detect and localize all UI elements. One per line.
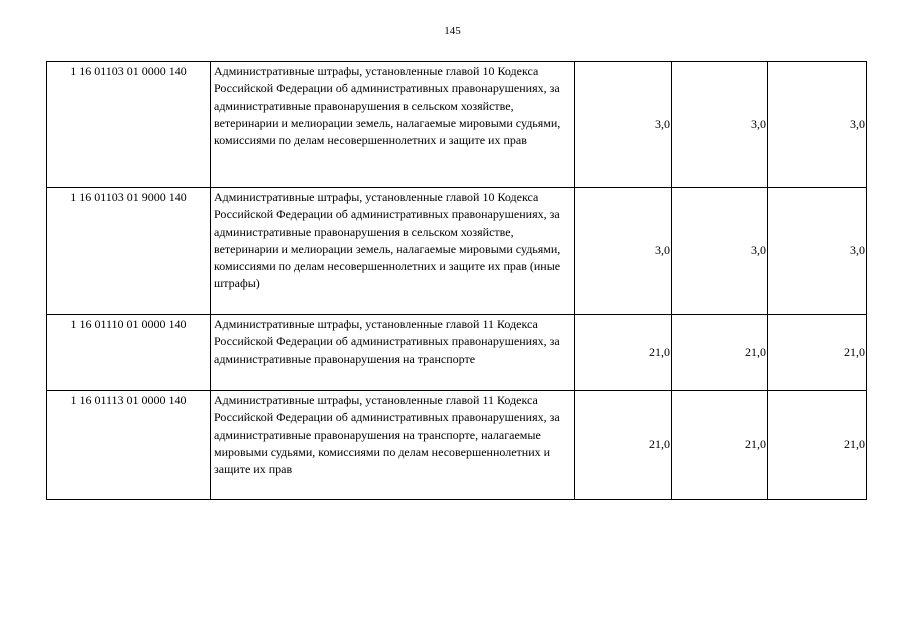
revenue-description-cell: Административные штрафы, установленные главой 10 Кодекса Российской Федерации об административных правонарушениях, за административные правонарушения в сельском хозяйстве, ветеринарии и мелиорации земель, налагаемые мировыми судьями, комиссиями по делам несовершеннолетних и защите их прав (иные штрафы): [211, 188, 575, 315]
revenue-description-cell: Административные штрафы, установленные главой 11 Кодекса Российской Федерации об административных правонарушениях, за административные правонарушения на транспорте: [211, 315, 575, 391]
revenue-code-cell: 1 16 01103 01 0000 140: [47, 62, 211, 188]
revenue-code-cell: 1 16 01110 01 0000 140: [47, 315, 211, 391]
amount-cell-year-2: 21,0: [672, 315, 768, 391]
amount-cell-year-3: 3,0: [768, 188, 867, 315]
table-row: [47, 188, 867, 315]
amount-cell-year-3: 3,0: [768, 62, 867, 188]
budget-table: [46, 61, 867, 500]
table-row: [47, 62, 867, 188]
amount-cell-year-2: 3,0: [672, 62, 768, 188]
table-row: [47, 315, 867, 391]
amount-cell-year-3: 21,0: [768, 391, 867, 500]
revenue-code-cell: 1 16 01103 01 9000 140: [47, 188, 211, 315]
amount-cell-year-3: 21,0: [768, 315, 867, 391]
amount-cell-year-1: 21,0: [575, 391, 672, 500]
page-number: 145: [444, 25, 461, 37]
revenue-description-cell: Административные штрафы, установленные главой 11 Кодекса Российской Федерации об административных правонарушениях, за административные правонарушения на транспорте, налагаемые мировыми судьями, комиссиями по делам несовершеннолетних и защите их прав: [211, 391, 575, 500]
amount-cell-year-2: 3,0: [672, 188, 768, 315]
amount-cell-year-1: 3,0: [575, 188, 672, 315]
revenue-description-cell: Административные штрафы, установленные главой 10 Кодекса Российской Федерации об административных правонарушениях, за административные правонарушения в сельском хозяйстве, ветеринарии и мелиорации земель, налагаемые мировыми судьями, комиссиями по делам несовершеннолетних и защите их прав: [211, 62, 575, 188]
amount-cell-year-1: 3,0: [575, 62, 672, 188]
amount-cell-year-2: 21,0: [672, 391, 768, 500]
amount-cell-year-1: 21,0: [575, 315, 672, 391]
table-row: [47, 391, 867, 500]
revenue-code-cell: 1 16 01113 01 0000 140: [47, 391, 211, 500]
